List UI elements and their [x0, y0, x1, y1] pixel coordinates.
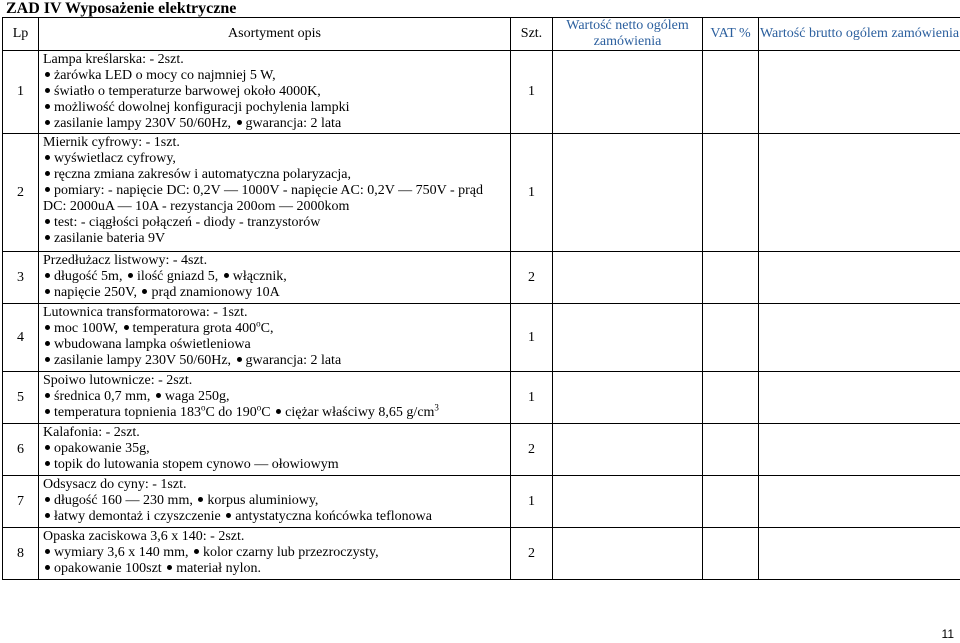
spec-line: żarówka LED o mocy co najmniej 5 W,	[54, 68, 276, 83]
spec-line: C,	[260, 321, 274, 336]
row-quantity: 2	[511, 528, 553, 580]
row-description	[39, 476, 511, 528]
bullet-icon	[45, 88, 50, 93]
spec-line: ręczna zmiana zakresów i automatyczna polaryzacja,	[54, 167, 351, 182]
degree-sup: o	[256, 402, 262, 413]
row-lp: 6	[3, 424, 39, 476]
bullet-icon	[45, 565, 50, 570]
spec-line: C do 190	[205, 405, 257, 420]
row-gross-value[interactable]	[759, 304, 960, 372]
row-quantity: 1	[511, 476, 553, 528]
row-description	[39, 424, 511, 476]
bullet-icon	[45, 155, 50, 160]
bullet-icon	[45, 341, 50, 346]
bullet-icon	[45, 461, 50, 466]
row-net-value[interactable]	[553, 424, 703, 476]
page-number: 11	[941, 627, 954, 641]
row-vat[interactable]	[703, 51, 759, 134]
spec-line: C	[261, 405, 271, 420]
row-quantity: 2	[511, 424, 553, 476]
spec-line: waga 250g,	[164, 389, 230, 404]
row-vat[interactable]	[703, 304, 759, 372]
row-net-value[interactable]	[553, 51, 703, 134]
bullet-icon	[224, 273, 229, 278]
item-heading: Lampa kreślarska: - 2szt.	[43, 52, 184, 67]
row-description	[39, 528, 511, 580]
row-description	[39, 51, 511, 134]
bullet-icon	[45, 219, 50, 224]
spec-line: długość 160 — 230 mm,	[54, 493, 193, 508]
bullet-icon	[128, 273, 133, 278]
bullet-icon	[45, 445, 50, 450]
row-net-value[interactable]	[553, 304, 703, 372]
spec-line: wbudowana lampka oświetleniowa	[54, 337, 251, 352]
header-description: Asortyment opis	[39, 18, 511, 51]
spec-line: zasilanie lampy 230V 50/60Hz,	[54, 116, 232, 131]
row-vat[interactable]	[703, 252, 759, 304]
bullet-icon	[45, 513, 50, 518]
row-vat[interactable]	[703, 528, 759, 580]
row-vat[interactable]	[703, 134, 759, 252]
item-heading: Odsysacz do cyny: - 1szt.	[43, 477, 187, 492]
item-heading: Kalafonia: - 2szt.	[43, 425, 140, 440]
row-net-value[interactable]	[553, 528, 703, 580]
header-quantity: Szt.	[511, 18, 553, 51]
row-description	[39, 134, 511, 252]
bullet-icon	[45, 104, 50, 109]
header-lp: Lp	[3, 18, 39, 51]
spec-line: prąd znamionowy 10A	[151, 285, 280, 300]
spec-line: napięcie 250V,	[54, 285, 137, 300]
spec-line: światło o temperaturze barwowej około 4000K,	[54, 84, 321, 99]
degree-sup: o	[256, 318, 261, 329]
spec-line: ciężar właściwy 8,65 g/cm	[285, 405, 435, 420]
spec-line: wyświetlacz cyfrowy,	[54, 151, 176, 166]
bullet-icon	[45, 393, 50, 398]
bullet-icon	[156, 393, 161, 398]
spec-line: średnica 0,7 mm,	[54, 389, 151, 404]
spec-line: DC: 2000uA — 10A - rezystancja 200om — 2000kom	[43, 199, 350, 214]
spec-line: pomiary: - napięcie DC: 0,2V — 1000V - napięcie AC: 0,2V — 750V - prąd	[54, 183, 484, 198]
spec-line: temperatura topnienia 183	[54, 405, 201, 420]
item-heading: Miernik cyfrowy: - 1szt.	[43, 135, 180, 150]
spec-line: zasilanie lampy 230V 50/60Hz,	[54, 353, 232, 368]
row-lp: 3	[3, 252, 39, 304]
assortment-table	[2, 17, 960, 580]
spec-line: włącznik,	[232, 269, 287, 284]
bullet-icon	[45, 120, 50, 125]
spec-line: temperatura grota 400	[132, 321, 257, 336]
bullet-icon	[142, 289, 147, 294]
bullet-icon	[45, 187, 50, 192]
spec-line: opakowanie 100szt	[54, 561, 162, 576]
table-row	[3, 528, 960, 580]
bullet-icon	[276, 409, 281, 414]
table-row	[3, 134, 960, 252]
row-gross-value[interactable]	[759, 372, 960, 424]
row-gross-value[interactable]	[759, 424, 960, 476]
spec-line: ilość gniazd 5,	[136, 269, 219, 284]
header-gross-value: Wartość brutto ogólem zamówienia	[759, 18, 960, 51]
row-lp: 5	[3, 372, 39, 424]
spec-line: test: - ciągłości połączeń - diody - tranzystorów	[54, 215, 321, 230]
spec-line: korpus aluminiowy,	[207, 493, 319, 508]
table-row	[3, 51, 960, 134]
spec-line: gwarancja: 2 lata	[245, 116, 342, 131]
spec-line: kolor czarny lub przezroczysty,	[203, 545, 379, 560]
row-gross-value[interactable]	[759, 252, 960, 304]
row-lp: 8	[3, 528, 39, 580]
row-quantity: 1	[511, 51, 553, 134]
row-lp: 1	[3, 51, 39, 134]
bullet-icon	[226, 513, 231, 518]
bullet-icon	[45, 235, 50, 240]
row-vat[interactable]	[703, 372, 759, 424]
row-quantity: 1	[511, 372, 553, 424]
bullet-icon	[45, 357, 50, 362]
bullet-icon	[45, 289, 50, 294]
header-vat: VAT %	[703, 18, 759, 51]
spec-line: moc 100W,	[54, 321, 119, 336]
row-gross-value[interactable]	[759, 528, 960, 580]
row-vat[interactable]	[703, 476, 759, 528]
spec-line: wymiary 3,6 x 140 mm,	[54, 545, 189, 560]
bullet-icon	[45, 497, 50, 502]
cubic-sup: 3	[434, 402, 439, 413]
header-net-value: Wartość netto ogólem zamówienia	[553, 18, 703, 51]
spec-line: opakowanie 35g,	[54, 441, 150, 456]
table-row	[3, 476, 960, 528]
spec-line: możliwość dowolnej konfiguracji pochylenia lampki	[54, 100, 350, 115]
table-row	[3, 252, 960, 304]
spec-line: zasilanie bateria 9V	[54, 231, 166, 246]
bullet-icon	[237, 357, 242, 362]
row-quantity: 1	[511, 134, 553, 252]
degree-sup: o	[200, 402, 206, 413]
bullet-icon	[194, 549, 199, 554]
bullet-icon	[167, 565, 172, 570]
bullet-icon	[45, 409, 50, 414]
row-description	[39, 372, 511, 424]
spec-line: topik do lutowania stopem cynowo — ołowiowym	[54, 457, 339, 472]
row-lp: 2	[3, 134, 39, 252]
table-row	[3, 372, 960, 424]
row-description	[39, 252, 511, 304]
item-heading: Spoiwo lutownicze: - 2szt.	[43, 373, 193, 388]
spec-line: długość 5m,	[54, 269, 123, 284]
item-heading: Przedłużacz listwowy: - 4szt.	[43, 253, 208, 268]
item-heading: Lutownica transformatorowa: - 1szt.	[43, 305, 248, 320]
row-gross-value[interactable]	[759, 134, 960, 252]
bullet-icon	[45, 171, 50, 176]
bullet-icon	[198, 497, 203, 502]
bullet-icon	[45, 325, 50, 330]
table-header-row	[3, 18, 960, 51]
row-lp: 7	[3, 476, 39, 528]
row-lp: 4	[3, 304, 39, 372]
bullet-icon	[45, 72, 50, 77]
row-quantity: 1	[511, 304, 553, 372]
item-heading: Opaska zaciskowa 3,6 x 140: - 2szt.	[43, 529, 245, 544]
row-net-value[interactable]	[553, 252, 703, 304]
row-net-value[interactable]	[553, 476, 703, 528]
section-title: ZAD IV Wyposażenie elektryczne	[6, 0, 237, 17]
spec-line: antystatyczna końcówka teflonowa	[235, 509, 432, 524]
row-net-value[interactable]	[553, 372, 703, 424]
bullet-icon	[124, 325, 129, 330]
table-row	[3, 304, 960, 372]
row-gross-value[interactable]	[759, 476, 960, 528]
spec-line: materiał nylon.	[176, 561, 261, 576]
row-vat[interactable]	[703, 424, 759, 476]
row-net-value[interactable]	[553, 134, 703, 252]
row-description	[39, 304, 511, 372]
spec-line: łatwy demontaż i czyszczenie	[54, 509, 221, 524]
row-quantity: 2	[511, 252, 553, 304]
bullet-icon	[237, 120, 242, 125]
row-gross-value[interactable]	[759, 51, 960, 134]
bullet-icon	[45, 273, 50, 278]
spec-line: gwarancja: 2 lata	[245, 353, 342, 368]
bullet-icon	[45, 549, 50, 554]
table-row	[3, 424, 960, 476]
